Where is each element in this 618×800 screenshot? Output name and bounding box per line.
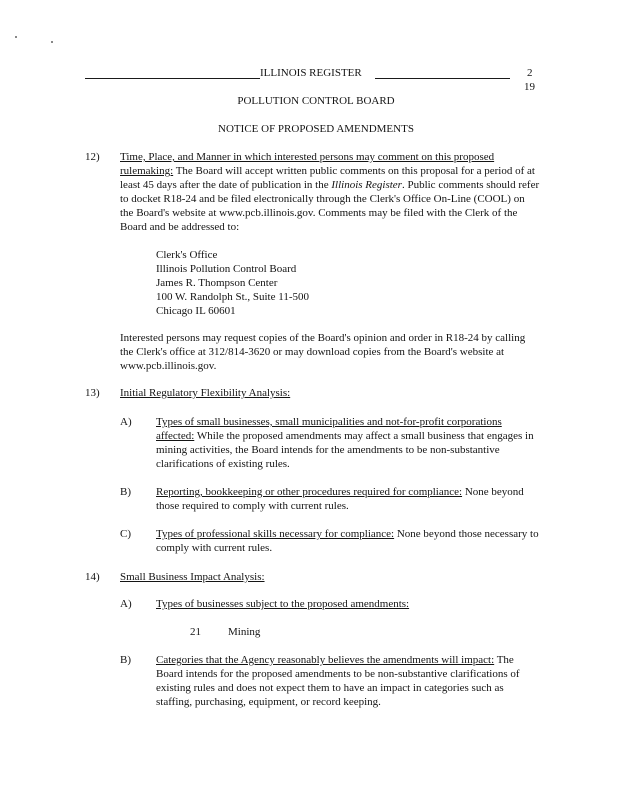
item-label: B) bbox=[120, 486, 131, 498]
item-label: B) bbox=[120, 654, 131, 666]
page-number: 2 bbox=[527, 67, 533, 79]
notice-title: NOTICE OF PROPOSED AMENDMENTS bbox=[218, 123, 414, 135]
scan-speck bbox=[51, 41, 53, 43]
clerk-address bbox=[156, 248, 309, 318]
section-14-number: 14) bbox=[85, 571, 100, 583]
section-13-item-b bbox=[156, 485, 540, 513]
item-label: A) bbox=[120, 598, 132, 610]
section-12-number: 12) bbox=[85, 151, 100, 163]
section-12-heading: Time, Place, and Manner in which interested persons may comment on this proposed rulemaking: bbox=[120, 151, 495, 177]
header-rule-left bbox=[85, 78, 260, 79]
section-13-item-a bbox=[156, 415, 540, 471]
address-line: James R. Thompson Center bbox=[156, 277, 278, 289]
agency-title: POLLUTION CONTROL BOARD bbox=[237, 95, 395, 107]
item-heading: Types of small businesses, small municipalities and not-for-profit corporations affected: bbox=[156, 416, 502, 442]
item-heading: Types of professional skills necessary for compliance: bbox=[156, 528, 395, 540]
section-13-heading: Initial Regulatory Flexibility Analysis: bbox=[120, 387, 291, 399]
section-12-body-italic: Illinois Register bbox=[331, 179, 402, 191]
address-line: Chicago IL 60601 bbox=[156, 305, 236, 317]
item-text: While the proposed amendments may affect a small business that engages in mining activities, the Board intends for the amendments to be non-substantive clarifications of existing rules. bbox=[156, 430, 534, 470]
issue-number: 19 bbox=[524, 81, 535, 93]
section-12-body-pre: The Board will accept written public comments on this proposal for a period of at least 45 days after the date of publication in the bbox=[120, 165, 535, 191]
item-heading: Reporting, bookkeeping or other procedures required for compliance: bbox=[156, 486, 463, 498]
section-14-heading: Small Business Impact Analysis: bbox=[120, 571, 265, 583]
item-text: None beyond those necessary to comply with current rules. bbox=[156, 528, 539, 554]
section-12-body-post: . Public comments should refer to docket R18-24 and be filed electronically through the Clerk's Office On-Line (COOL) on the Board's website at www.pcb.illinois.gov. Comments may be filed with the Clerk of the Board and be addressed to: bbox=[120, 179, 540, 233]
item-text: The Board intends for the proposed amendments to be non-substantive clarifications of existing rules and does not expect them to have an impact in categories such as staffing, purchasing, equipment, or record keeping. bbox=[156, 654, 520, 708]
item-label: C) bbox=[120, 528, 131, 540]
section-13-number: 13) bbox=[85, 387, 100, 399]
header-rule-right bbox=[375, 78, 510, 79]
section-12-paragraph bbox=[120, 150, 540, 234]
industry-code: 21 bbox=[190, 626, 201, 638]
section-13-item-c bbox=[156, 527, 540, 555]
item-label: A) bbox=[120, 416, 132, 428]
section-14-item-b bbox=[156, 653, 540, 709]
register-title: ILLINOIS REGISTER bbox=[260, 67, 362, 79]
industry-name: Mining bbox=[228, 626, 261, 638]
copies-paragraph: Interested persons may request copies of the Board's opinion and order in R18-24 by calling the Clerk's office at 312/814-3620 or may download copies from the Board's website at www.pcb.illinois.gov. bbox=[120, 332, 526, 372]
address-line: 100 W. Randolph St., Suite 11-500 bbox=[156, 291, 309, 303]
address-line: Illinois Pollution Control Board bbox=[156, 263, 297, 275]
item-heading: Categories that the Agency reasonably believes the amendments will impact: bbox=[156, 654, 495, 666]
section-14-item-a-heading: Types of businesses subject to the proposed amendments: bbox=[156, 598, 410, 610]
scan-speck bbox=[15, 36, 17, 38]
item-text: None beyond those required to comply with current rules. bbox=[156, 486, 524, 512]
address-line: Clerk's Office bbox=[156, 249, 218, 261]
